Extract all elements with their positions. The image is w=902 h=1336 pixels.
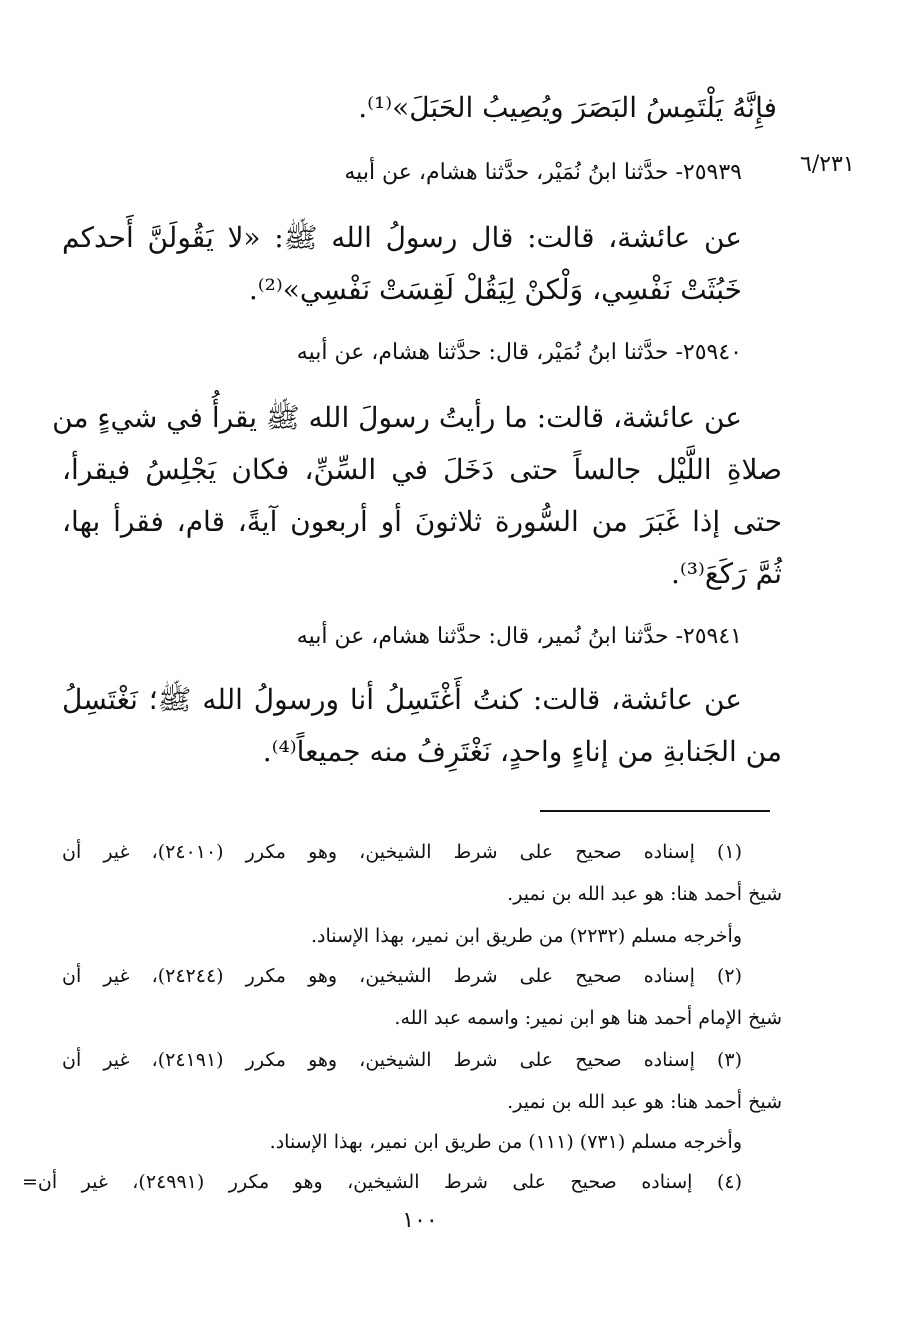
footnote-line: وأخرجه مسلم (٢٢٣٢) من طريق ابن نمير، بهذا الإسناد. <box>310 925 742 947</box>
footnote-line: (٤) إسناده صحيح على شرط الشيخين، وهو مكرر (٢٤٩٩١)، غير أن= <box>22 1171 743 1193</box>
footnote-separator <box>540 810 770 812</box>
footnote-line: (٢) إسناده صحيح على شرط الشيخين، وهو مكرر (٢٤٢٤٤)، غير أن <box>62 965 743 987</box>
hadith-isnad: ٢٥٩٣٩- حدَّثنا ابنُ نُمَيْر، حدَّثنا هشام، عن أبيه <box>344 160 742 185</box>
hadith-text-line: فإِنَّهُ يَلْتَمِسُ البَصَرَ ويُصِيبُ الحَبَلَ»⁽¹⁾. <box>358 91 777 124</box>
hadith-isnad: ٢٥٩٤٠- حدَّثنا ابنُ نُمَيْر، قال: حدَّثنا هشام، عن أبيه <box>296 340 742 365</box>
hadith-text-line: عن عائشة، قالت: ما رأيتُ رسولَ الله ﷺ يقرأُ في شيءٍ من <box>52 401 742 434</box>
hadith-isnad: ٢٥٩٤١- حدَّثنا ابنُ نُمير، قال: حدَّثنا هشام، عن أبيه <box>296 624 742 649</box>
hadith-text-line: صلاةِ اللَّيْل جالساً حتى دَخَلَ في السِّنِّ، فكان يَجْلِسُ فيقرأ، <box>62 453 782 486</box>
hadith-text-line: من الجَنابةِ من إناءٍ واحدٍ، نَغْتَرِفُ منه جميعاً⁽⁴⁾. <box>262 735 782 768</box>
footnote-line: وأخرجه مسلم (٧٣١) (١١١) من طريق ابن نمير، بهذا الإسناد. <box>269 1131 742 1153</box>
hadith-text-line: عن عائشة، قالت: قال رسولُ الله ﷺ: «لا يَقُولَنَّ أَحدكم <box>62 221 742 254</box>
footnote-line: (١) إسناده صحيح على شرط الشيخين، وهو مكرر (٢٤٠١٠)، غير أن <box>62 841 743 863</box>
footnote-line: شيخ أحمد هنا: هو عبد الله بن نمير. <box>507 883 782 905</box>
hadith-text-line: ثُمَّ رَكَعَ⁽³⁾. <box>671 557 782 590</box>
footnote-line: شيخ أحمد هنا: هو عبد الله بن نمير. <box>507 1091 782 1113</box>
page-number: ١٠٠ <box>402 1208 438 1233</box>
hadith-text-line: حتى إذا غَبَرَ من السُّورة ثلاثونَ أو أربعون آيةً، قام، فقرأ بها، <box>62 505 782 538</box>
hadith-text-line: خَبُثَتْ نَفْسِي، وَلْكنْ لِيَقُلْ لَقِسَتْ نَفْسِي»⁽²⁾. <box>248 273 742 306</box>
footnote-line: (٣) إسناده صحيح على شرط الشيخين، وهو مكرر (٢٤١٩١)، غير أن <box>62 1049 743 1071</box>
margin-volume-page-reference: ٦/٢٣١ <box>800 152 855 177</box>
footnote-line: شيخ الإمام أحمد هنا هو ابن نمير: واسمه عبد الله. <box>394 1007 782 1029</box>
hadith-text-line: عن عائشة، قالت: كنتُ أَغْتَسِلُ أنا ورسولُ الله ﷺ؛ نَغْتَسِلُ <box>62 683 742 716</box>
